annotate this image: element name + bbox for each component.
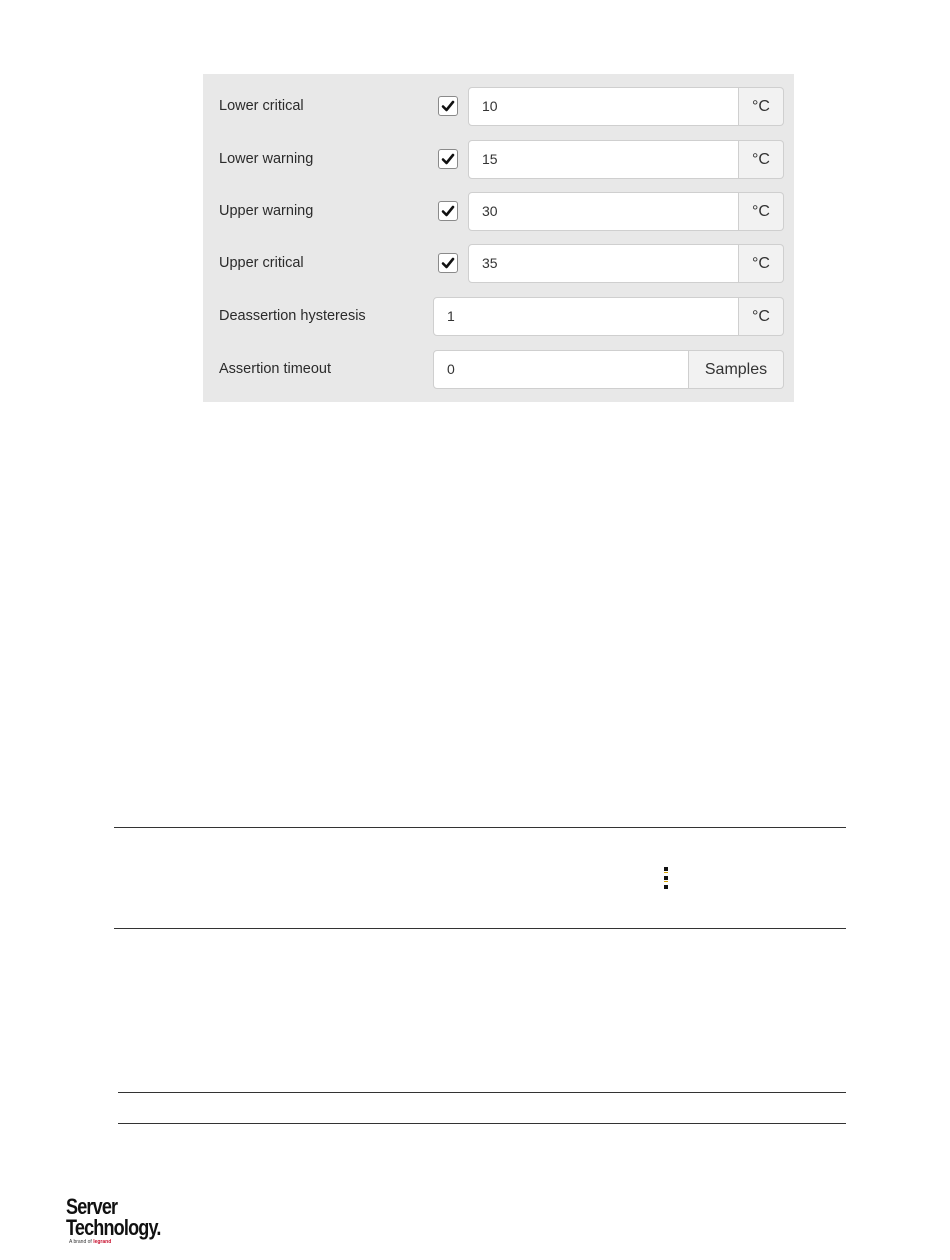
lower-critical-label: Lower critical [219,98,304,114]
lower-critical-unit: °C [739,87,784,126]
assertion-timeout-label: Assertion timeout [219,361,332,377]
logo-line-2: Technology. [66,1215,161,1240]
assertion-timeout-input[interactable]: 0 [433,350,689,389]
upper-warning-input[interactable]: 30 [468,192,739,231]
server-technology-logo [66,1196,176,1252]
upper-warning-label: Upper warning [219,203,314,219]
upper-critical-checkbox[interactable] [438,253,458,273]
lower-critical-row [203,87,794,127]
checkmark-icon [441,256,455,270]
upper-critical-row [203,244,794,284]
upper-warning-row [203,192,794,232]
section-divider-bottom [114,928,846,929]
upper-warning-checkbox[interactable] [438,201,458,221]
checkmark-icon [441,99,455,113]
upper-critical-unit: °C [739,244,784,283]
lower-critical-checkbox[interactable] [438,96,458,116]
deassertion-hysteresis-input[interactable]: 1 [433,297,739,336]
assertion-timeout-unit: Samples [689,350,784,389]
lower-warning-input[interactable]: 15 [468,140,739,179]
lower-warning-checkbox[interactable] [438,149,458,169]
lower-warning-unit: °C [739,140,784,179]
threshold-settings-panel [203,74,794,402]
footer-divider-bottom [118,1123,846,1124]
upper-critical-input[interactable]: 35 [468,244,739,283]
section-divider-top [114,827,846,828]
assertion-timeout-row [203,350,794,390]
logo-tagline-prefix: A brand of [69,1239,92,1245]
upper-warning-unit: °C [739,192,784,231]
deassertion-hysteresis-label: Deassertion hysteresis [219,308,366,324]
logo-line-1: Server [66,1194,118,1219]
upper-critical-label: Upper critical [219,255,304,271]
footer-divider-top [118,1092,846,1093]
checkmark-icon [441,204,455,218]
lower-warning-label: Lower warning [219,151,314,167]
lower-warning-row [203,140,794,180]
deassertion-hysteresis-unit: °C [739,297,784,336]
logo-tagline-brand: legrand [93,1239,112,1245]
deassertion-hysteresis-row [203,297,794,337]
vertical-ellipsis-icon [662,867,670,893]
checkmark-icon [441,152,455,166]
lower-critical-input[interactable]: 10 [468,87,739,126]
